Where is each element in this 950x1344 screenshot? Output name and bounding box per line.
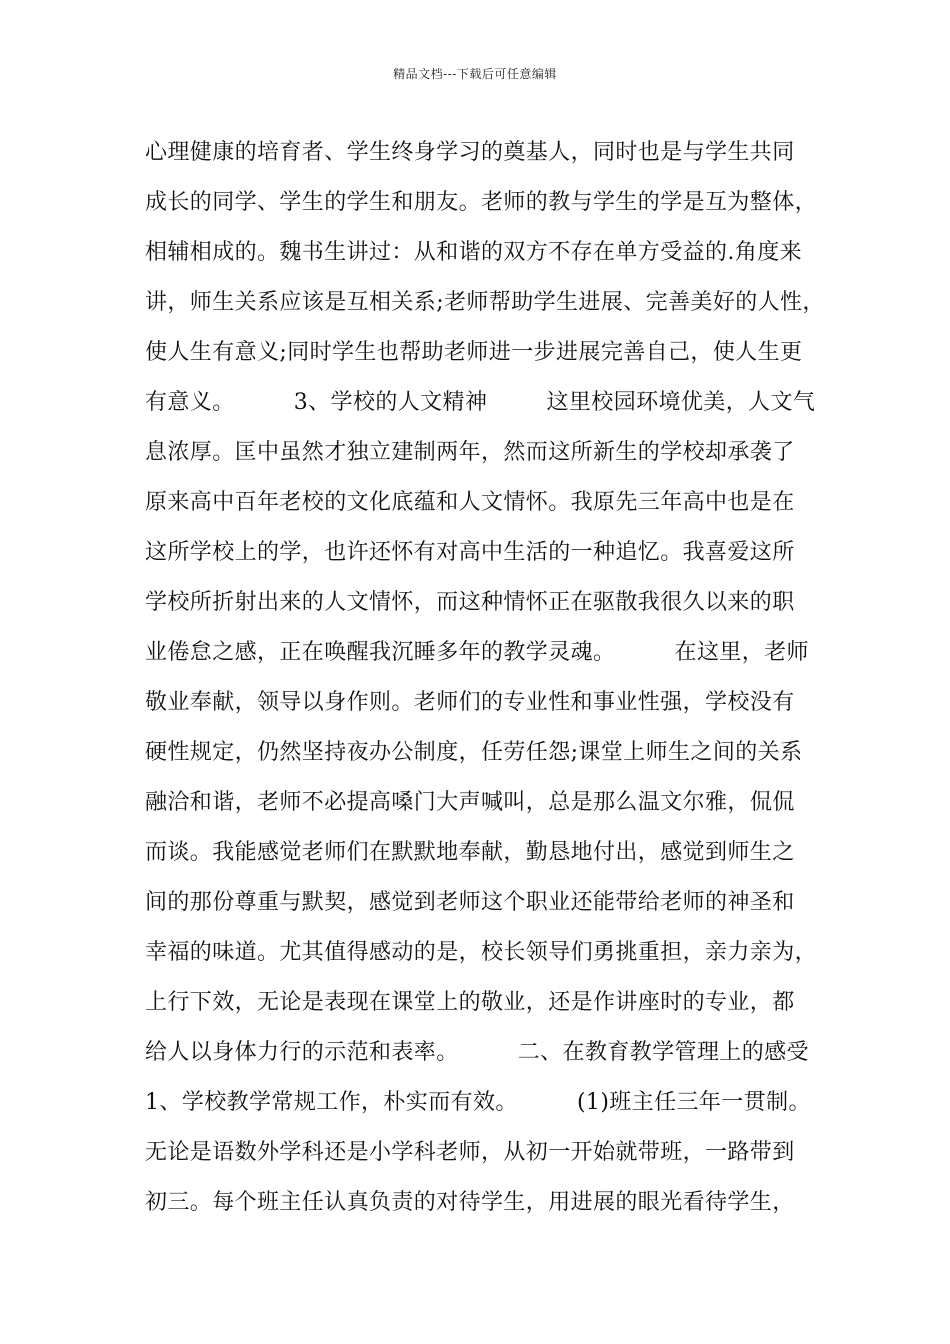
- text-line: 无论是语数外学科还是小学科老师，从初一开始就带班，一路带到: [145, 1140, 795, 1165]
- text-line: 相辅相成的。魏书生讲过：从和谐的双方不存在单方受益的.角度来: [145, 240, 802, 265]
- body-text: [145, 128, 825, 1228]
- text-line: 心理健康的培育者、学生终身学习的奠基人，同时也是与学生共同: [145, 140, 795, 165]
- text-line: 业倦怠之感，正在唤醒我沉睡多年的教学灵魂。 在这里，老师: [145, 640, 809, 665]
- text-line: 讲，师生关系应该是互相关系;老师帮助学生进展、完善美好的人性，: [145, 290, 825, 315]
- text-line: 学校所折射出来的人文情怀，而这种情怀正在驱散我很久以来的职: [145, 590, 795, 615]
- text-line: 融洽和谐，老师不必提高嗓门大声喊叫，总是那么温文尔雅，侃侃: [145, 790, 795, 815]
- text-line: 而谈。我能感觉老师们在默默地奉献，勤恳地付出，感觉到师生之: [145, 840, 795, 865]
- text-line: 原来高中百年老校的文化底蕴和人文情怀。我原先三年高中也是在: [145, 490, 795, 515]
- page-header: 精品文档---下载后可任意编辑: [393, 67, 557, 81]
- text-line: 幸福的味道。尤其值得感动的是，校长领导们勇挑重担，亲力亲为，: [145, 940, 818, 965]
- text-line: 有意义。 3、学校的人文精神 这里校园环境优美，人文气: [145, 390, 816, 415]
- text-line: 这所学校上的学，也许还怀有对高中生活的一种追忆。我喜爱这所: [145, 540, 795, 565]
- text-line: 间的那份尊重与默契，感觉到老师这个职业还能带给老师的神圣和: [145, 890, 795, 915]
- text-line: 上行下效，无论是表现在课堂上的敬业，还是作讲座时的专业，都: [145, 990, 795, 1015]
- text-line: 给人以身体力行的示范和表率。 二、在教育教学管理上的感受: [145, 1040, 809, 1065]
- text-line: 敬业奉献，领导以身作则。老师们的专业性和事业性强，学校没有: [145, 690, 795, 715]
- text-line: 初三。每个班主任认真负责的对待学生，用进展的眼光看待学生，: [145, 1190, 795, 1215]
- text-line: 使人生有意义;同时学生也帮助老师进一步进展完善自己，使人生更: [145, 340, 803, 365]
- text-line: 成长的同学、学生的学生和朋友。老师的教与学生的学是互为整体，: [145, 190, 818, 215]
- text-line: 1、学校教学常规工作，朴实而有效。 (1)班主任三年一贯制。: [145, 1090, 811, 1115]
- text-line: 息浓厚。匡中虽然才独立建制两年，然而这所新生的学校却承袭了: [145, 440, 795, 465]
- text-line: 硬性规定，仍然坚持夜办公制度，任劳任怨;课堂上师生之间的关系: [145, 740, 803, 765]
